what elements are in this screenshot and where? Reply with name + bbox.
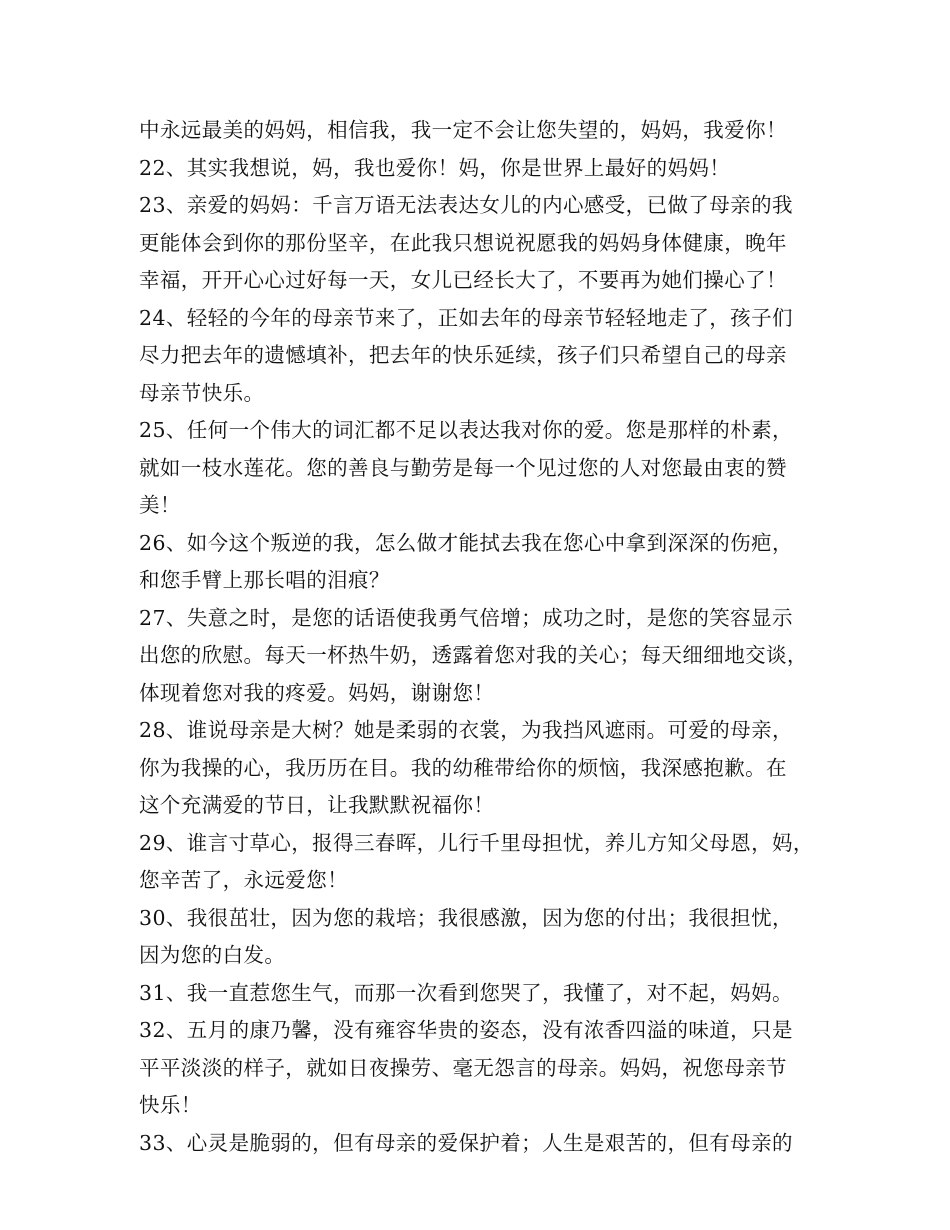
text-line: 27、失意之时，是您的话语使我勇气倍增；成功之时，是您的笑容显示 <box>139 605 793 630</box>
text-line: 平平淡淡的样子，就如日夜操劳、毫无怨言的母亲。妈妈，祝您母亲节 <box>139 1055 787 1080</box>
text-line: 29、谁言寸草心，报得三春晖，儿行千里母担忧，养儿方知父母恩，妈， <box>139 830 814 855</box>
text-line: 26、如今这个叛逆的我，怎么做才能拭去我在您心中拿到深深的伤疤， <box>139 530 793 555</box>
text-line: 33、心灵是脆弱的，但有母亲的爱保护着；人生是艰苦的，但有母亲的 <box>139 1130 793 1155</box>
text-line: 美！ <box>139 493 181 517</box>
text-line: 你为我操的心，我历历在目。我的幼稚带给你的烦恼，我深感抱歉。在 <box>139 755 787 780</box>
text-line: 这个充满爱的节日，让我默默祝福你！ <box>139 793 495 817</box>
text-line: 32、五月的康乃馨，没有雍容华贵的姿态，没有浓香四溢的味道，只是 <box>139 1018 793 1042</box>
text-line: 尽力把去年的遗憾填补，把去年的快乐延续，孩子们只希望自己的母亲 <box>139 343 787 367</box>
text-line: 23、亲爱的妈妈：千言万语无法表达女儿的内心感受，已做了母亲的我 <box>139 193 793 217</box>
text-line: 幸福，开开心心过好每一天，女儿已经长大了，不要再为她们操心了！ <box>139 268 787 292</box>
text-line: 25、任何一个伟大的词汇都不足以表达我对你的爱。您是那样的朴素， <box>139 418 793 442</box>
text-line: 22、其实我想说，妈，我也爱你！妈，你是世界上最好的妈妈！ <box>139 155 731 180</box>
text-line: 更能体会到你的那份坚辛，在此我只想说祝愿我的妈妈身体健康，晚年 <box>139 230 787 255</box>
text-line: 快乐！ <box>139 1093 202 1117</box>
text-line: 28、谁说母亲是大树？她是柔弱的衣裳，为我挡风遮雨。可爱的母亲， <box>139 718 793 742</box>
text-line: 就如一枝水莲花。您的善良与勤劳是每一个见过您的人对您最由衷的赞 <box>139 455 787 480</box>
text-line: 中永远最美的妈妈，相信我，我一定不会让您失望的，妈妈，我爱你！ <box>139 118 787 142</box>
text-line: 31、我一直惹您生气，而那一次看到您哭了，我懂了，对不起，妈妈。 <box>139 980 793 1005</box>
text-line: 24、轻轻的今年的母亲节来了，正如去年的母亲节轻轻地走了，孩子们 <box>139 305 793 330</box>
text-line: 和您手臂上那长唱的泪痕？ <box>139 568 390 592</box>
text-line: 30、我很茁壮，因为您的栽培；我很感激，因为您的付出；我很担忧， <box>139 905 793 930</box>
text-line: 母亲节快乐。 <box>139 380 265 405</box>
text-line: 您辛苦了，永远爱您！ <box>139 868 348 892</box>
body-text <box>139 112 839 1162</box>
text-line: 因为您的白发。 <box>139 943 286 967</box>
text-line: 出您的欣慰。每天一杯热牛奶，透露着您对我的关心；每天细细地交谈， <box>139 643 808 667</box>
text-line: 体现着您对我的疼爱。妈妈，谢谢您！ <box>139 680 495 705</box>
